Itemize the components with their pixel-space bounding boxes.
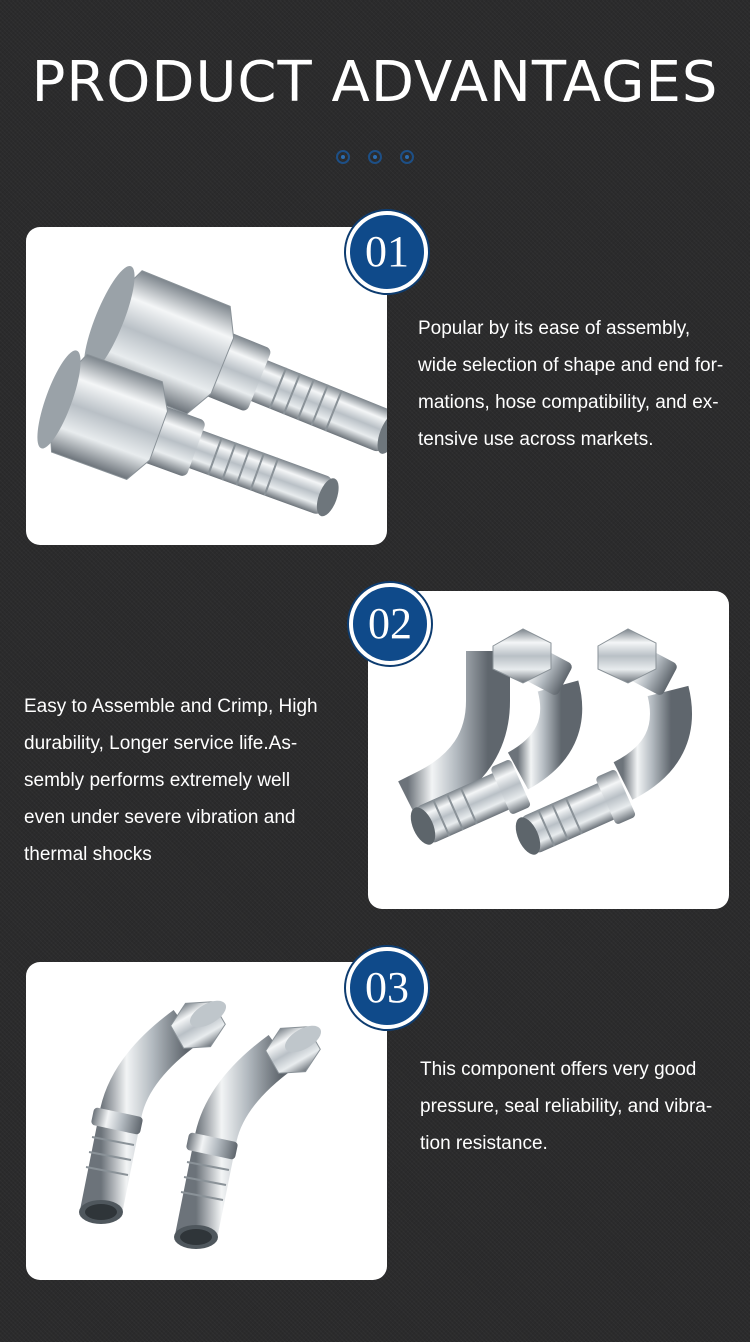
dot-icon xyxy=(400,150,414,164)
straight-fitting-image xyxy=(26,227,387,545)
section-number-badge: 02 xyxy=(349,583,431,665)
section-description-01: Popular by its ease of assembly, wide selection of shape and end for- mations, hose compatibility, and ex- tensive use across markets. xyxy=(418,318,724,450)
elbow-45-fitting-image xyxy=(26,962,387,1280)
section-description-03: This component offers very good pressure, seal reliability, and vibra- tion resistance. xyxy=(420,1059,713,1154)
section-number-badge: 01 xyxy=(346,211,428,293)
section-description-02: Easy to Assemble and Crimp, High durability, Longer service life.As- sembly performs extremely well even under severe vibration and thermal shocks xyxy=(24,696,318,865)
product-image-card-01 xyxy=(26,227,387,545)
dot-icon xyxy=(368,150,382,164)
section-number-badge: 03 xyxy=(346,947,428,1029)
dot-icon xyxy=(336,150,350,164)
page-title: PRODUCT ADVANTAGES xyxy=(31,50,719,115)
product-image-card-03 xyxy=(26,962,387,1280)
decorative-dots xyxy=(0,150,750,169)
